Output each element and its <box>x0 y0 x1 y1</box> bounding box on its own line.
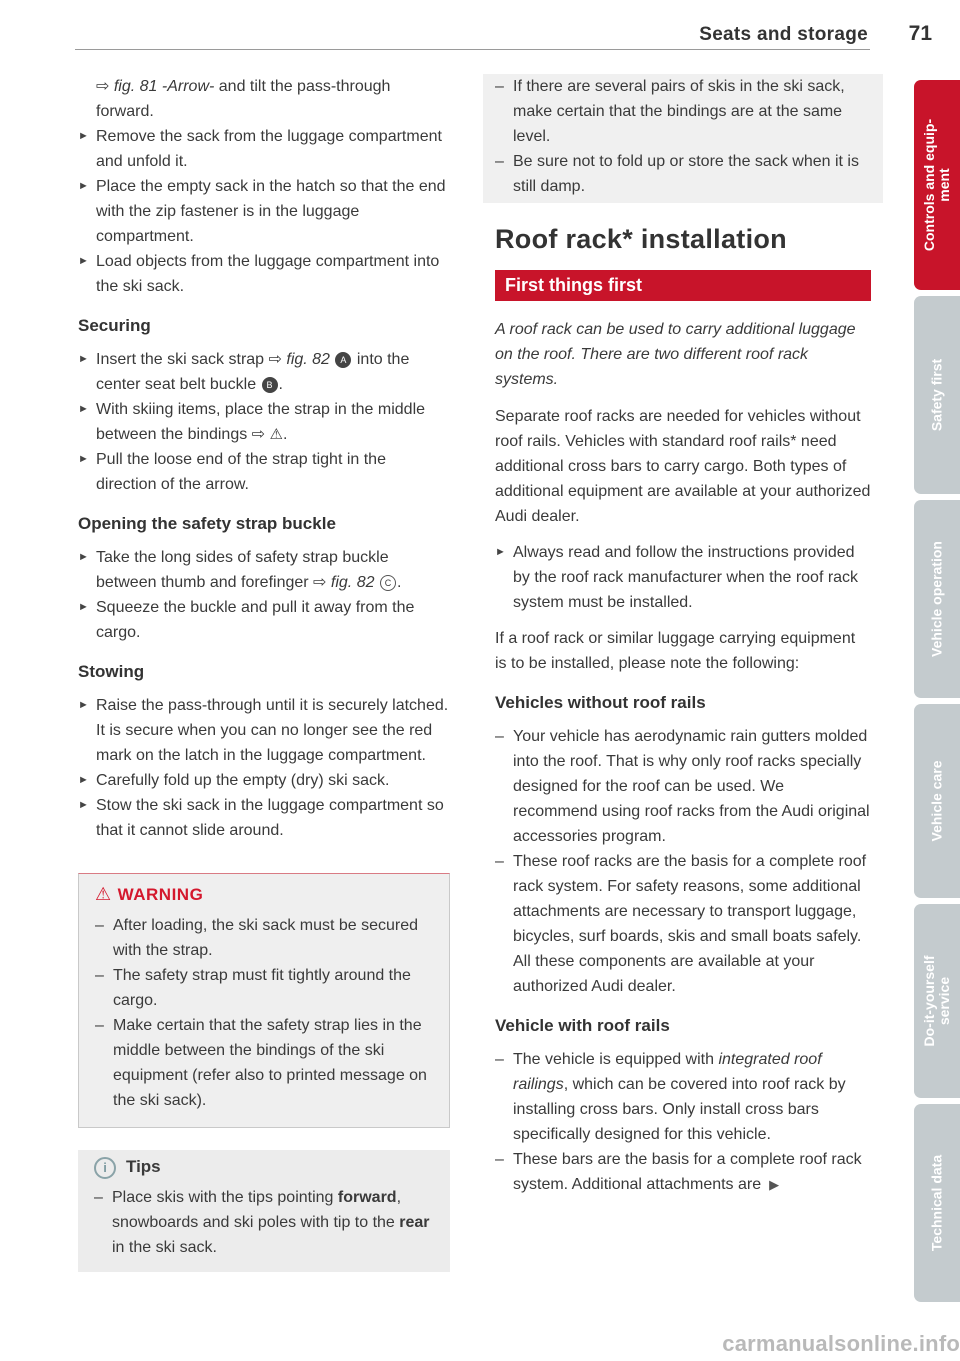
stowing-heading: Stowing <box>78 662 145 681</box>
tab-technical-data[interactable] <box>914 1104 960 1302</box>
fig-ref[interactable]: ⇨ fig. 82 <box>268 351 330 368</box>
warning-triangle-icon: ⚠ <box>95 884 112 904</box>
tab-diy-service[interactable] <box>914 904 960 1098</box>
tab-label: Do-it-yourself service <box>921 955 952 1047</box>
section-title: Seats and storage <box>699 24 868 45</box>
warning-label: WARNING <box>117 885 204 904</box>
tab-vehicle-operation[interactable] <box>914 500 960 698</box>
tip-text: in the ski sack. <box>112 1239 217 1256</box>
step-text: These bars are the basis for a complete roof rack system. Additional attachments are <box>513 1151 862 1193</box>
page-heading: Roof rack* installation <box>495 224 787 254</box>
footer-watermark: carmanualsonline.info <box>722 1331 960 1356</box>
tips-title <box>94 1154 434 1179</box>
paragraph: If a roof rack or similar luggage carrying equipment is to be installed, please note the following: <box>495 630 856 672</box>
warning-box <box>78 873 450 1128</box>
intro-paragraph: A roof rack can be used to carry additional luggage on the roof. There are two different roof rack systems. <box>495 321 856 388</box>
tip-text: , snowboards and ski poles with tip to the <box>112 1189 402 1231</box>
list-item: ► Always read and follow the instructions provided by the roof rack manufacturer when the roof rack system must be installed. <box>495 540 871 615</box>
list-item: ► Stow the ski sack in the luggage compartment so that it cannot slide around. <box>78 793 450 843</box>
left-column <box>78 74 450 1272</box>
list-item: – Make certain that the safety strap lies in the middle between the bindings of the ski equipment (refer also to printed message on the ski sack). <box>95 1013 433 1113</box>
with-rails-heading: Vehicle with roof rails <box>495 1016 670 1035</box>
list-item: ► Remove the sack from the luggage compartment and unfold it. <box>78 124 450 174</box>
tab-controls[interactable] <box>914 80 960 290</box>
step-text: , which can be covered into roof rack by installing cross bars. Only install cross bars specifically designed for this vehicle. <box>513 1076 846 1143</box>
header-rule <box>75 49 870 50</box>
list-item: ► Pull the loose end of the strap tight in the direction of the arrow. <box>78 447 450 497</box>
tips-box <box>78 1150 450 1272</box>
tab-label: Controls and equip- ment <box>921 118 952 252</box>
list-item: ► Load objects from the luggage compartment into the ski sack. <box>78 249 450 299</box>
list-item: – These roof racks are the basis for a complete roof rack system. For safety reasons, some additional attachments are necessary to transport luggage, bicycles, surf boards, skis and small boats safely. All these components are available at your authorized Audi dealer. <box>495 849 871 999</box>
list-item: – Your vehicle has aerodynamic rain gutters molded into the roof. That is why only roof racks specially designed for the roof can be used. We recommend using roof racks from the Audi original accessories program. <box>495 724 871 849</box>
securing-heading: Securing <box>78 316 151 335</box>
tip-emphasis: rear <box>399 1214 430 1231</box>
without-rails-heading: Vehicles without roof rails <box>495 693 706 712</box>
continued-box <box>483 74 883 203</box>
opening-heading: Opening the safety strap buckle <box>78 514 336 533</box>
list-item: – If there are several pairs of skis in the ski sack, make certain that the bindings are at the same level. <box>495 74 871 149</box>
continue-arrow-icon: ▶ <box>769 1177 780 1192</box>
list-item: ► Insert the ski sack strap ⇨ fig. 82 A into the center seat belt buckle B . <box>78 347 450 397</box>
paragraph: Separate roof racks are needed for vehicles without roof rails. Vehicles with standard roof rails* need additional cross bars to carry cargo. Both types of additional equipment are available at your authorized Audi dealer. <box>495 408 871 525</box>
emphasis-text: integrated roof railings <box>513 1051 822 1093</box>
list-item <box>495 1047 871 1147</box>
step-text: The vehicle is equipped with <box>513 1051 715 1068</box>
list-item <box>495 1147 871 1197</box>
tip-emphasis: forward <box>337 1189 397 1206</box>
tab-label: Technical data <box>928 1154 945 1252</box>
fig-ref[interactable]: ⇨ fig. 82 <box>313 574 375 591</box>
list-item: ► Take the long sides of safety strap buckle between thumb and forefinger ⇨ fig. 82 C . <box>78 545 450 595</box>
list-item: ► Carefully fold up the empty (dry) ski sack. <box>78 768 450 793</box>
page-number: 71 <box>908 22 932 45</box>
step-text: Insert the ski sack strap <box>96 351 265 368</box>
callout-a-icon: A <box>335 352 351 368</box>
intro-line <box>78 74 450 124</box>
list-item: ► Raise the pass-through until it is securely latched. It is secure when you can no longer see the red mark on the latch in the luggage compartment. <box>78 693 450 768</box>
list-item: – Be sure not to fold up or store the sack when it is still damp. <box>495 149 871 199</box>
section-banner: First things first <box>495 270 871 301</box>
warning-triangle-icon[interactable]: ⚠ <box>269 426 283 443</box>
right-column <box>495 74 871 1197</box>
warning-title <box>95 882 433 907</box>
list-item: – The safety strap must fit tightly around the cargo. <box>95 963 433 1013</box>
tab-vehicle-care[interactable] <box>914 704 960 898</box>
list-item <box>94 1185 434 1260</box>
info-icon: i <box>94 1157 116 1179</box>
list-item: ► Place the empty sack in the hatch so that the end with the zip fastener is in the luggage compartment. <box>78 174 450 249</box>
tab-safety[interactable] <box>914 296 960 494</box>
tab-label: Vehicle care <box>928 760 945 842</box>
list-item: – After loading, the ski sack must be secured with the strap. <box>95 913 433 963</box>
tab-label: Vehicle operation <box>928 541 945 657</box>
step-text: into the center seat belt buckle <box>96 351 410 393</box>
list-item: ► With skiing items, place the strap in the middle between the bindings ⇨ ⚠. <box>78 397 450 447</box>
list-item: ► Squeeze the buckle and pull it away from the cargo. <box>78 595 450 645</box>
step-text: With skiing items, place the strap in the middle between the bindings ⇨ <box>96 401 426 443</box>
fig-ref[interactable]: ⇨ fig. 81 -Arrow- <box>96 78 215 95</box>
tips-label: Tips <box>126 1157 161 1176</box>
tip-text: Place skis with the tips pointing <box>112 1189 334 1206</box>
callout-c-icon: C <box>380 575 396 591</box>
tab-label: Safety first <box>928 358 945 432</box>
intro-text: and tilt the pass-through forward. <box>96 78 391 120</box>
step-text: Take the long sides of safety strap buckle between thumb and forefinger <box>96 549 389 591</box>
callout-b-icon: B <box>262 377 278 393</box>
